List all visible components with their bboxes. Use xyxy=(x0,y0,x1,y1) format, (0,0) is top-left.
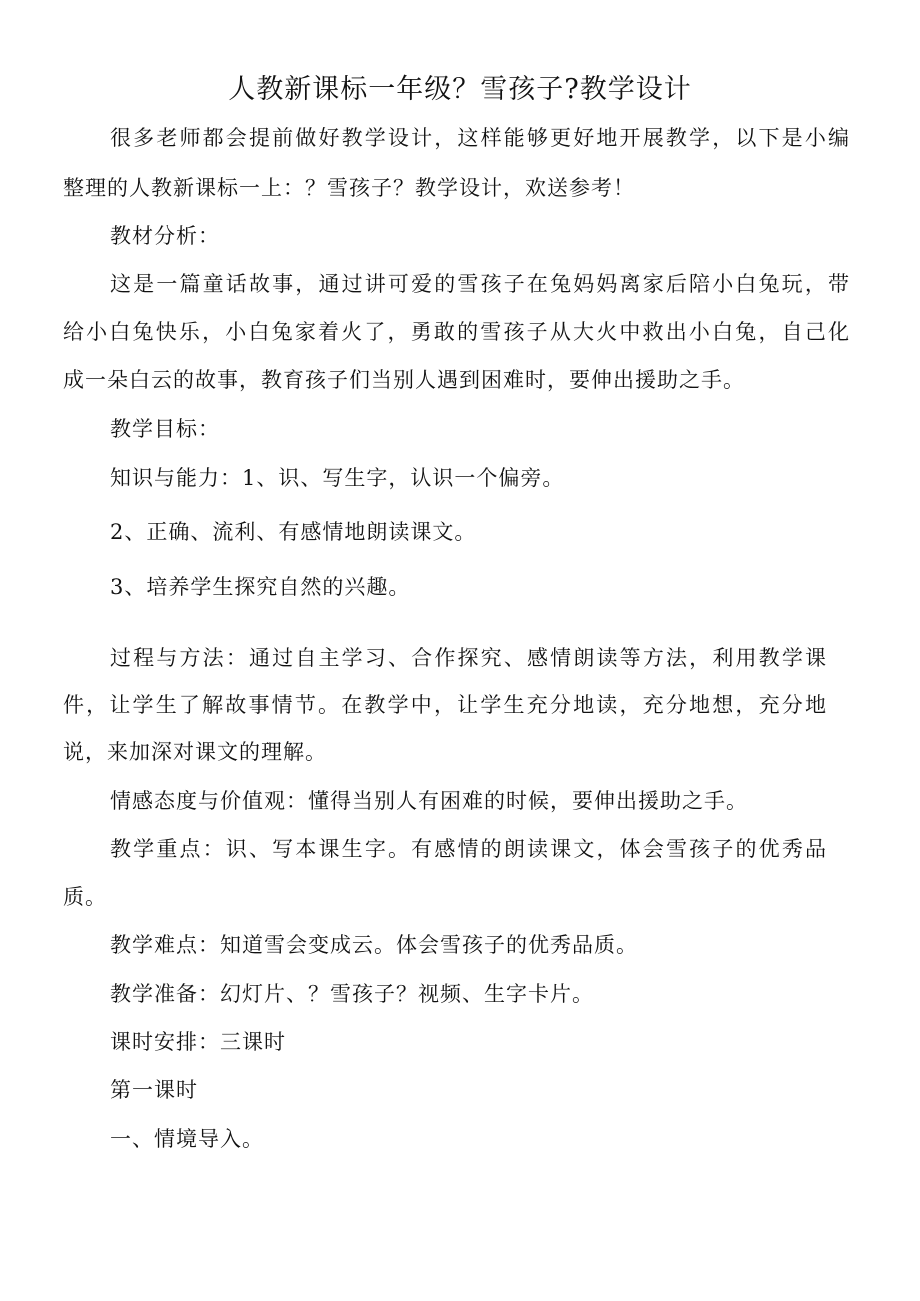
paragraph-line: 知识与能力：1、识、写生字，认识一个偏旁。 xyxy=(110,466,565,490)
paragraph-line: 情感态度与价值观：懂得当别人有困难的时候，要伸出援助之手。 xyxy=(110,789,748,813)
paragraph-line: 说，来加深对课文的理解。 xyxy=(63,740,327,764)
paragraph-line: 整理的人教新课标一上：？雪孩子？教学设计，欢送参考！ xyxy=(63,176,635,200)
paragraph-line: 2、正确、流利、有感情地朗读课文。 xyxy=(110,520,477,544)
paragraph-line: 很多老师都会提前做好教学设计，这样能够更好地开展教学，以下是小编 xyxy=(110,126,850,150)
section-heading: 一、情境导入。 xyxy=(110,1127,264,1151)
paragraph-line: 教学准备：幻灯片、？雪孩子？视频、生字卡片。 xyxy=(110,982,594,1006)
paragraph-line: 过程与方法：通过自主学习、合作探究、感情朗读等方法，利用教学课 xyxy=(110,646,827,670)
paragraph-line: 教学难点：知道雪会变成云。体会雪孩子的优秀品质。 xyxy=(110,933,638,957)
paragraph-line: 教学重点：识、写本课生字。有感情的朗读课文，体会雪孩子的优秀品 xyxy=(110,837,827,861)
section-heading: 教学目标： xyxy=(110,417,220,441)
paragraph-line: 给小白兔快乐，小白兔家着火了，勇敢的雪孩子从大火中救出小白兔，自己化 xyxy=(63,320,850,344)
paragraph-line: 质。 xyxy=(63,885,107,909)
document-title: 人教新课标一年级？雪孩子?教学设计 xyxy=(228,74,692,105)
paragraph-line: 成一朵白云的故事，教育孩子们当别人遇到困难时，要伸出援助之手。 xyxy=(63,368,745,392)
section-heading: 教材分析： xyxy=(110,224,220,248)
paragraph-line: 这是一篇童话故事，通过讲可爱的雪孩子在兔妈妈离家后陪小白兔玩，带 xyxy=(110,272,850,296)
paragraph-line: 课时安排：三课时 xyxy=(110,1030,286,1054)
paragraph-line: 件，让学生了解故事情节。在教学中，让学生充分地读，充分地想，充分地 xyxy=(63,693,827,717)
paragraph-line: 3、培养学生探究自然的兴趣。 xyxy=(110,575,411,599)
section-heading: 第一课时 xyxy=(110,1078,198,1102)
